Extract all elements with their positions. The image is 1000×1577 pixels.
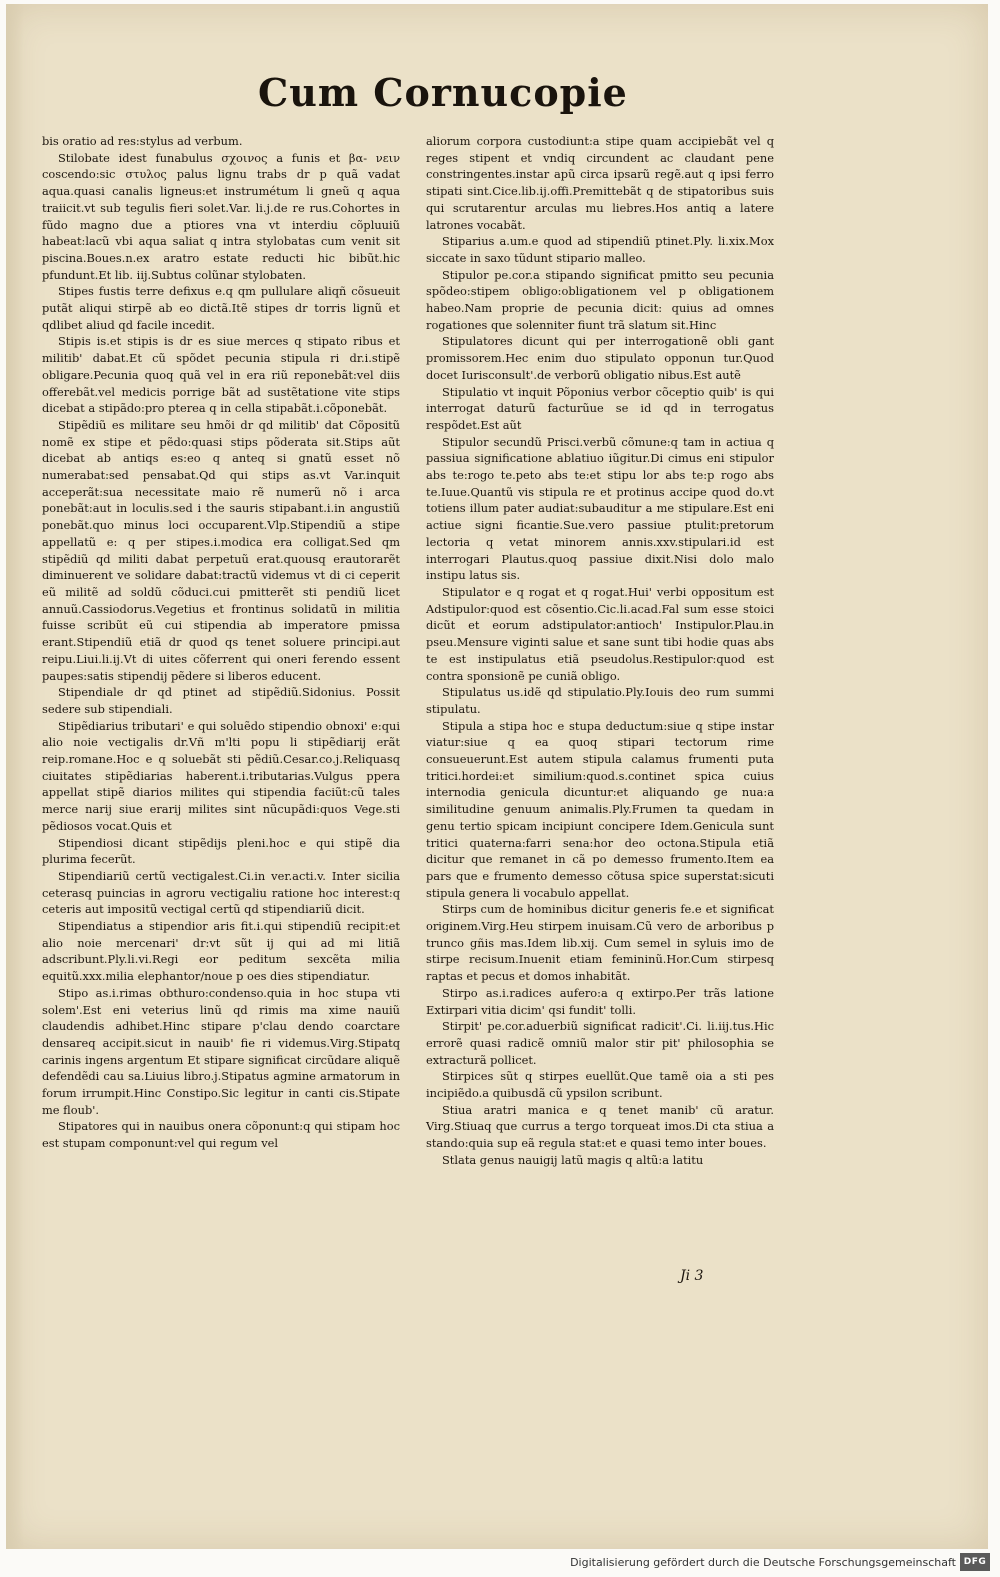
entry-paragraph: Stipendiale dr qd ptinet ad stipẽdiũ.Sidonius. Possit sedere sub stipendiali. [42,685,400,716]
entry-paragraph: Stipẽdiũ es militare seu hmõi dr qd militib' dat Cõpositũ nomẽ ex stipe et pẽdo:quasi stips põderata sit.Stips aũt dicebat ab antiqs es:eo q anteq si gnatũ esset nõ numerabat:sed pensabat.Qd qui stips as.vt Var.inquit acceperãt:sua necessitate maio rẽ numerũ nõ i arca ponebãt:aut in loculis.sed i the sauris stipabant.i.in angustiũ ponebãt.quo minus loci occuparent.Vlp.Stipendiũ a stipe appellatũ e: q per stipes.i.modica era colligat.Sed qm stipẽdiũ qd militi dabat perpetuũ erat.quousq erautorarẽt diminuerent ve solidare dabat:tractũ videmus vt di ci ceperit eũ militẽ ad soldũ cõduci.cui pmitterẽt sti pendiũ licet annuũ.Cassiodorus.Vegetius et frontinus solidatũ in militia fuisse scribũt eũ cui stipendia ab imperatore pmissa erant.Stipendiũ etiã dr quod qs tenet soluere principi.aut reipu.Liui.li.ij.Vt di uites cõferrent qui oneri ferendo essent paupes:satis stipendij pẽdere si liberos educent. [42,417,400,683]
page-gutter-shadow [6,4,24,1549]
entry-paragraph: aliorum corpora custodiunt:a stipe quam accipiebãt vel q reges stipent et vndiq circundent ac claudant pene constringentes.instar apũ circa ipsarũ regẽ.aut q ipsi ferro stipati sint.Cice.lib.ij.offi.Premittebãt q de stipatoribus suis qui scrutarentur arculas mu liebres.Hos antiq a latere latrones vocabãt. [426,134,774,232]
running-head: Cum Cornucopie [258,70,628,115]
entry-paragraph: Stirps cum de hominibus dicitur generis fe.e et significat originem.Virg.Heu stirpem inuisam.Cũ vero de arboribus p trunco gñis mas.Idem lib.xij. Cum semel in syluis imo de stirpe recisum.Inuenit etiam femininũ.Hor.Cum stirpesq raptas et pecus et domos inhabitãt. [426,902,774,984]
entry-paragraph: Stirpo as.i.radices aufero:a q extirpo.Per trãs latione Extirpari vitia dicim' qsi fundit' tolli. [426,985,774,1017]
entry-paragraph: Stipulor pe.cor.a stipando significat pmitto seu pecunia spõdeo:stipem obligo:obligationem vel p obligationem habeo.Nam proprie de pecunia dicit: quius ad omnes rogationes que solenniter fiunt trã slatum sit.Hinc [426,267,774,332]
entry-paragraph: Stlata genus nauigij latũ magis q altũ:a latitu [442,1152,704,1167]
entry-paragraph: Stipẽdiarius tributari' e qui soluẽdo stipendio obnoxi' e:qui alio noie vectigalis dr.Vñ m'lti popu li stipẽdiarij erãt reip.romane.Hoc e q soluebãt sti pẽdiũ.Cesar.co.j.Reliquasq ciuitates stipẽdiarias haberent.i.tributarias.Vulgus ppera appellat stipẽ diarios milites qui stipendia faciũt:cũ tales merce narij siue erarij milites sint nũcupãdi:quos Vege.sti pẽdiosos vocat.Quis et [42,718,400,833]
entry-paragraph: Stipulator e q rogat et q rogat.Hui' verbi oppositum est Adstipulor:quod est cõsentio.Cic.li.acad.Fal sum esse stoici dicũt et eorum adstipulator:antioch' Instipulor.Plau.in pseu.Mensure viginti salue et sane sunt tibi hodie quas abs te est instipulatus etiã pseudolus.Restipulor:quod est contra sponsionẽ pe cuniã obligo. [426,584,774,683]
dfg-logo-icon: DFG [960,1553,990,1571]
entry-paragraph: Stipula a stipa hoc e stupa deductum:siue q stipe instar viatur:siue q ea quoq stipari tectorum rime consueuerunt.Est autem stipula calamus frumenti puta tritici.hordei:et similium:quod.s.continet spica cuius internodia genicula dicuntur:et aliquando ge nua:a similitudine genuum animalis.Ply.Frumen ta quedam in genu tertio spicam incipiunt concipere Idem.Genicula sunt tritici quaterna:farri sena:hor deo octona.Stipula etiã dicitur que remanet in cã po demesso frumento.Item ea pars que e frumento demesso cõtusa spice superstat:sicuti stipula genera li vocabulo appellat. [426,718,774,900]
entry-paragraph: Stipes fustis terre defixus e.q qm pullulare aliqñ cõsueuit putãt aliqui stirpẽ ab eo dictã.Itẽ stipes dr torris lignũ et qdlibet aliud qd facile incedit. [42,284,400,332]
funding-credit: Digitalisierung gefördert durch die Deutsche Forschungsgemeinschaft [570,1556,956,1569]
entry-paragraph: Stipulatores dicunt qui per interrogationẽ obli gant promissorem.Hec enim duo stipulato opponun tur.Quod docet Iurisconsult'.de verborũ obligatio nibus.Est autẽ [426,334,774,382]
entry-paragraph: Stirpices sũt q stirpes euellũt.Que tamẽ oia a sti pes incipiẽdo.a quibusdã cũ ypsilon scribunt. [426,1069,774,1101]
entry-paragraph: Stipendiariũ certũ vectigalest.Ci.in ver.acti.v. Inter sicilia ceterasq puincias in agroru vectigaliu ratione hoc interest:q ceteris aut impositũ vectigal certũ qd stipendiariũ dicit. [42,868,400,917]
left-text-column [42,133,400,1152]
entry-paragraph: Stipo as.i.rimas obthuro:condenso.quia in hoc stupa vti solem'.Est eni veterius linũ qd rimis ma xime nauiũ claudendis adhibet.Hinc stipare p'clau dendo coarctare densareq accipit.sicut in nauib' fie ri videmus.Virg.Stipatq carinis ingens argentum Et stipare significat circũdare aliquẽ defendẽdi cau sa.Liuius libro.j.Stipatus agmine armatorum in forum irrumpit.Hinc Constipo.Sic legitur in canti cis.Stipate me floub'. [42,985,400,1117]
entry-paragraph: Stipulatio vt inquit Põponius verbor cõceptio quib' is qui interrogat daturũ facturũue se id qd in terrogatus respõdet.Est aũt [426,384,774,432]
entry-paragraph: Stipulor secundũ Prisci.verbũ cõmune:q tam in actiua q passiua significatione ablatiuo iũgitur.Di cimus eni stipulor abs te:rogo te.peto abs te:et stipu lor abs te:p rogo abs te.Iuue.Quantũ vis stipula re et protinus accipe quod do.vt totiens illum pater audiat:subauditur a me stipulare.Est eni actiue signi ficantie.Sue.vero passiue ptulit:pretorum lectoria q vetat minorem annis.xxv.stipulari.id est interrogari Plautus.quoq passiue dixit.Nisi dolo malo instipu latus sis. [426,434,774,583]
entry-paragraph: Stilobate idest funabulus σχοινος a funis et βα- νειν coscendo:sic στυλος palus lignu trabs dr p quã vadat aqua.quasi canalis ligneus:et instrumétum li gneũ q aqua traiicit.vt sub tegulis fieri solet.Var. li.j.de re rus.Cohortes in fũdo magno due a ptiores vna vt interdiu cõpluuiũ habeat:lacũ vbi aqua saliat q intra stylobatas cum venit sit piscina.Boues.n.ex aratro estate reducti hic bibũt.hic pfundunt.Et lib. iij.Subtus colũnar stylobaten. [42,150,400,282]
entry-paragraph: Stipulatus us.idẽ qd stipulatio.Ply.Iouis deo rum summi stipulatu. [426,685,774,716]
signature-mark: Ji 3 [680,1268,704,1284]
entry-paragraph: bis oratio ad res:stylus ad verbum. [42,134,243,148]
entry-paragraph: Stipis is.et stipis is dr es siue merces q stipato ribus et militib' dabat.Et cũ spõdet pecunia stipula ri dr.i.stipẽ obligare.Pecunia quoq quã vel in era riũ reponebãt:vel diis offerebãt.vel medicis porrige bãt ad sustẽtatione vite stips dicebat a stipãdo:pro pterea q in cella stipabãt.i.cõponebãt. [42,334,400,416]
entry-paragraph: Stipatores qui in nauibus onera cõponunt:q qui stipam hoc est stupam componunt:vel qui regum vel [42,1119,400,1151]
entry-paragraph: Stipendiosi dicant stipẽdijs pleni.hoc e qui stipẽ dia plurima fecerũt. [42,835,400,867]
entry-paragraph: Stiparius a.um.e quod ad stipendiũ ptinet.Ply. li.xix.Mox siccate in saxo tũdunt stipario malleo. [426,234,774,265]
entry-paragraph: Stirpit' pe.cor.aduerbiũ significat radicit'.Ci. li.iij.tus.Hic errorẽ quasi radicẽ omniũ malor stir pit' philosophia se extracturã pollicet. [426,1019,774,1067]
entry-paragraph: Stipendiatus a stipendior aris fit.i.qui stipendiũ recipit:et alio noie mercenari' dr:vt sũt ij qui ad mi litiã adscribunt.Ply.li.vi.Regi eor peditum sexcẽta milia equitũ.xxx.milia elephantor/noue p oes dies stipendiatur. [42,919,400,984]
right-text-column [426,133,774,1169]
entry-paragraph: Stiua aratri manica e q tenet manib' cũ aratur. Virg.Stiuaq que currus a tergo torqueat imos.Di cta stiua a stando:quia sup eã regula stat:et e quasi temo inter boues. [426,1102,774,1151]
